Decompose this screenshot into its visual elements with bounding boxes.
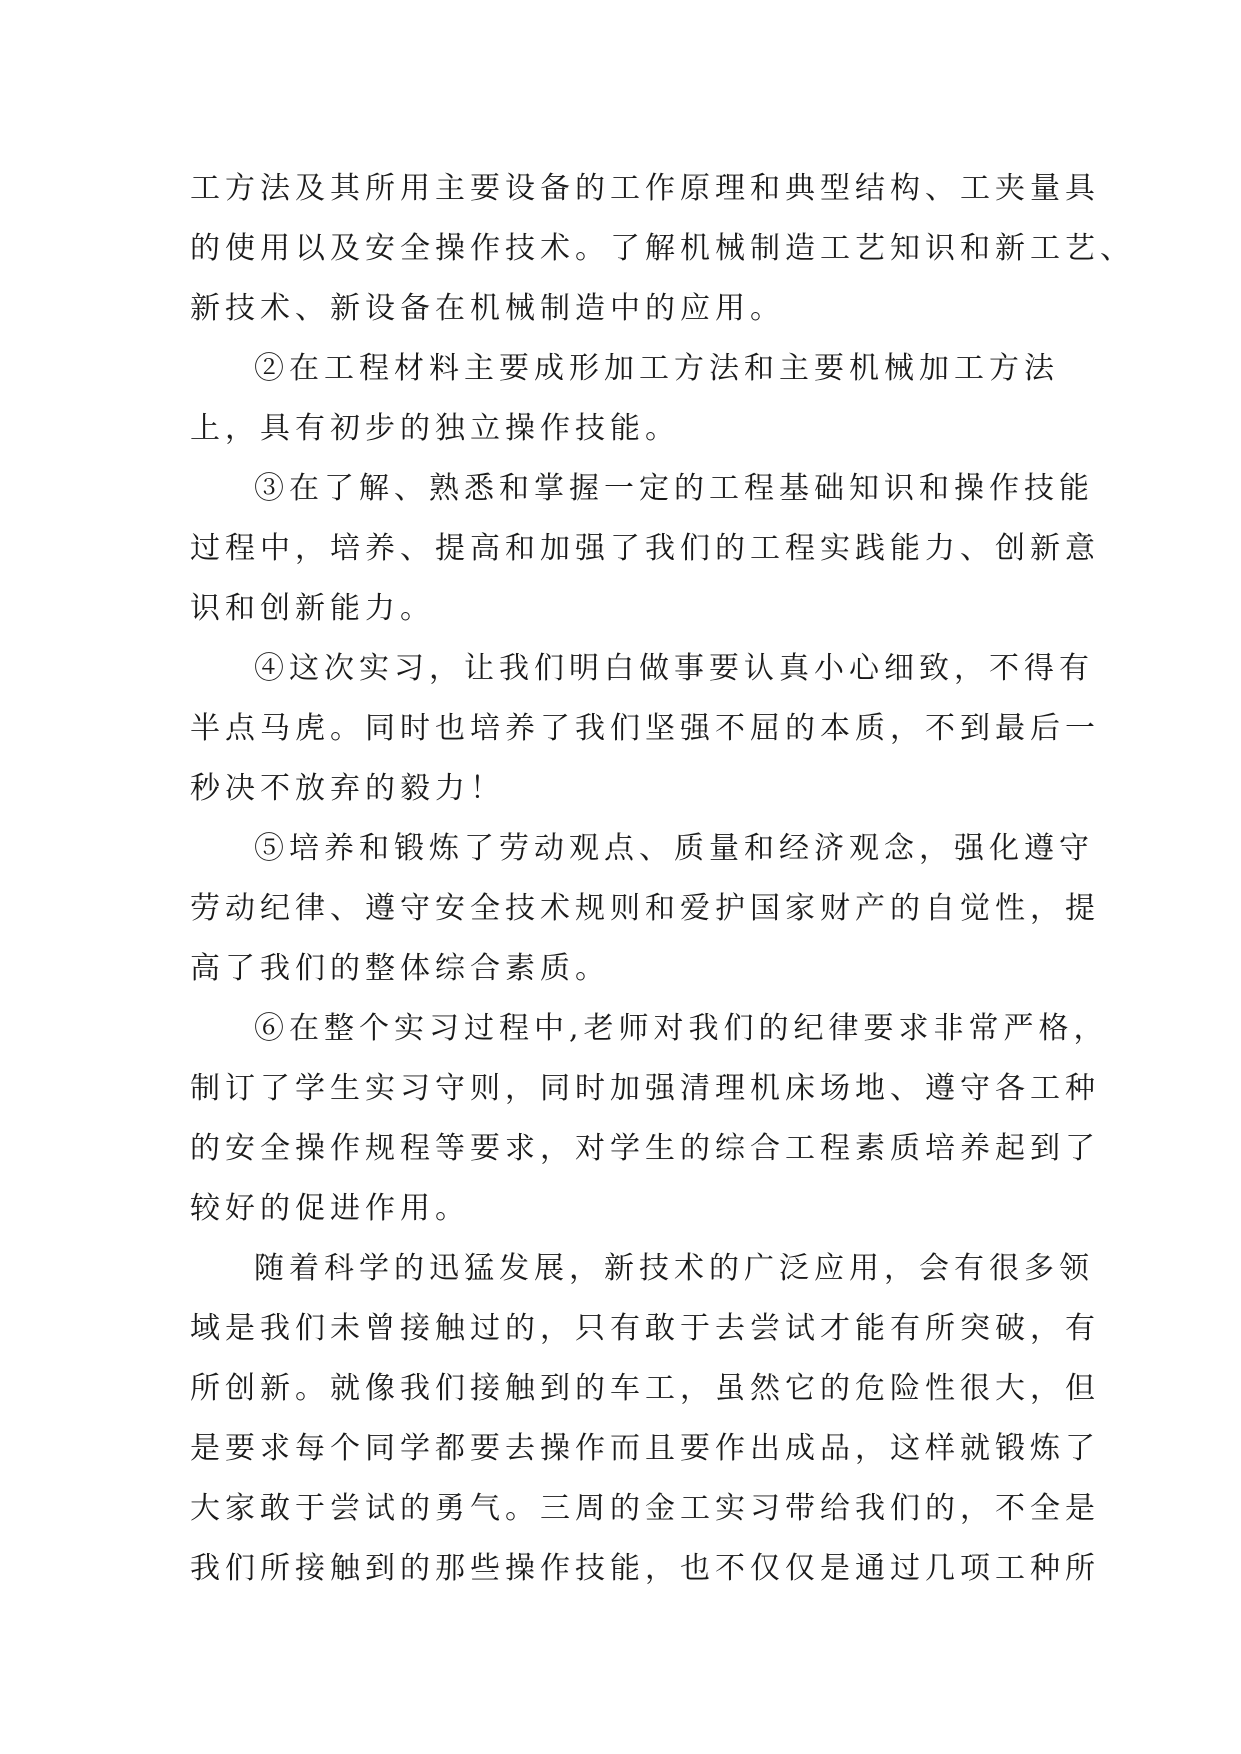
text-line: 新技术、新设备在机械制造中的应用。 [190, 291, 785, 326]
text-line: 我们所接触到的那些操作技能，也不仅仅是通过几项工种所 [190, 1551, 1100, 1586]
text-line: ③在了解、熟悉和掌握一定的工程基础知识和操作技能 [254, 471, 1094, 506]
text-line: 较好的促进作用。 [190, 1191, 470, 1226]
text-line: 半点马虎。同时也培养了我们坚强不屈的本质，不到最后一 [190, 711, 1100, 746]
text-line: 过程中，培养、提高和加强了我们的工程实践能力、创新意 [190, 531, 1100, 566]
text-line: 制订了学生实习守则，同时加强清理机床场地、遵守各工种 [190, 1071, 1100, 1106]
text-line: 劳动纪律、遵守安全技术规则和爱护国家财产的自觉性，提 [190, 891, 1100, 926]
text-line: ②在工程材料主要成形加工方法和主要机械加工方法 [254, 351, 1059, 386]
text-line: 工方法及其所用主要设备的工作原理和典型结构、工夹量具 [190, 171, 1100, 206]
text-line: 识和创新能力。 [190, 591, 435, 626]
text-line: 秒决不放弃的毅力！ [190, 771, 505, 806]
text-line: 大家敢于尝试的勇气。三周的金工实习带给我们的，不全是 [190, 1491, 1100, 1526]
text-line: 随着科学的迅猛发展，新技术的广泛应用，会有很多领 [254, 1251, 1094, 1286]
text-line: ④这次实习，让我们明白做事要认真小心细致，不得有 [254, 651, 1094, 686]
text-line: 的使用以及安全操作技术。了解机械制造工艺知识和新工艺、 [190, 231, 1135, 266]
text-line: ⑥在整个实习过程中,老师对我们的纪律要求非常严格， [254, 1011, 1109, 1046]
body-text [190, 159, 1135, 1599]
text-line: 所创新。就像我们接触到的车工，虽然它的危险性很大，但 [190, 1371, 1100, 1406]
text-line: 是要求每个同学都要去操作而且要作出成品，这样就锻炼了 [190, 1431, 1100, 1466]
text-line: 的安全操作规程等要求，对学生的综合工程素质培养起到了 [190, 1131, 1100, 1166]
text-line: ⑤培养和锻炼了劳动观点、质量和经济观念，强化遵守 [254, 831, 1094, 866]
text-line: 上，具有初步的独立操作技能。 [190, 411, 680, 446]
text-line: 高了我们的整体综合素质。 [190, 951, 610, 986]
text-line: 域是我们未曾接触过的，只有敢于去尝试才能有所突破，有 [190, 1311, 1100, 1346]
